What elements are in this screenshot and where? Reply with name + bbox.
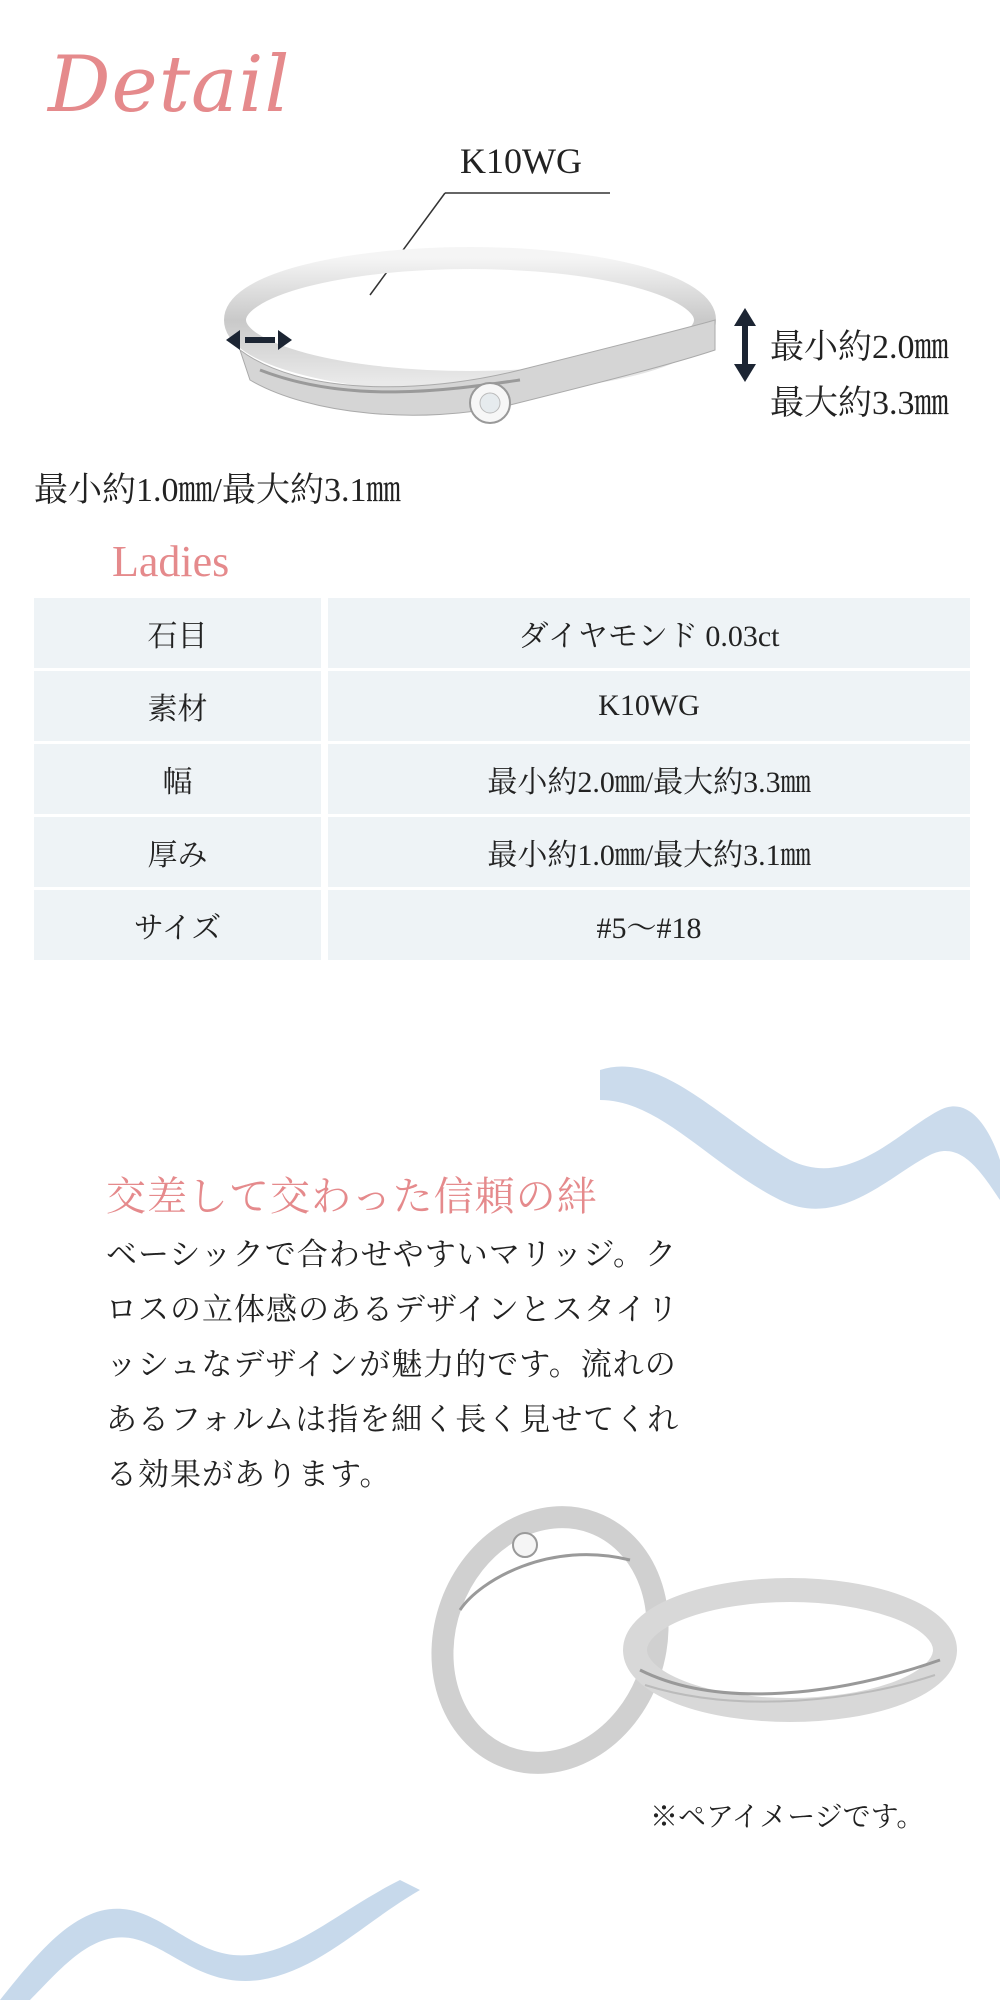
ring-image [220, 180, 780, 510]
spec-key: 石目 [34, 598, 321, 671]
spec-key: サイズ [34, 890, 321, 963]
spec-row [34, 598, 970, 671]
pair-note: ※ペアイメージです。 [650, 1800, 925, 1833]
width-min: 最小約2.0㎜ [770, 329, 949, 366]
section-label: Ladies [112, 537, 230, 586]
spec-value: K10WG [328, 671, 970, 744]
catchcopy: 交差して交わった信頼の絆 [106, 1174, 598, 1220]
material-label: K10WG [460, 141, 582, 181]
spec-key: 厚み [34, 817, 321, 890]
thickness-dimension: 最小約1.0㎜/最大約3.1㎜ [34, 472, 401, 509]
page-heading: Detail [48, 40, 291, 130]
spec-key: 幅 [34, 744, 321, 817]
spec-key: 素材 [34, 671, 321, 744]
spec-value: 最小約2.0㎜/最大約3.3㎜ [328, 744, 970, 817]
width-dimension [770, 320, 949, 432]
spec-table [34, 598, 970, 963]
spec-row [34, 744, 970, 817]
ribbon-bottom-left [0, 1810, 420, 2000]
description: ベーシックで合わせやすいマリッジ。クロスの立体感のあるデザインとスタイリッシュなデザインが魅力的です。流れのあるフォルムは指を細く長く見せてくれる効果があります。 [106, 1237, 680, 1493]
spec-row [34, 817, 970, 890]
spec-row [34, 890, 970, 963]
spec-row [34, 671, 970, 744]
pair-ring-image [420, 1500, 960, 1800]
spec-value: 最小約1.0㎜/最大約3.1㎜ [328, 817, 970, 890]
spec-value: ダイヤモンド 0.03ct [328, 598, 970, 671]
width-max: 最大約3.3㎜ [770, 385, 949, 422]
spec-value: #5～#18 [328, 890, 970, 963]
